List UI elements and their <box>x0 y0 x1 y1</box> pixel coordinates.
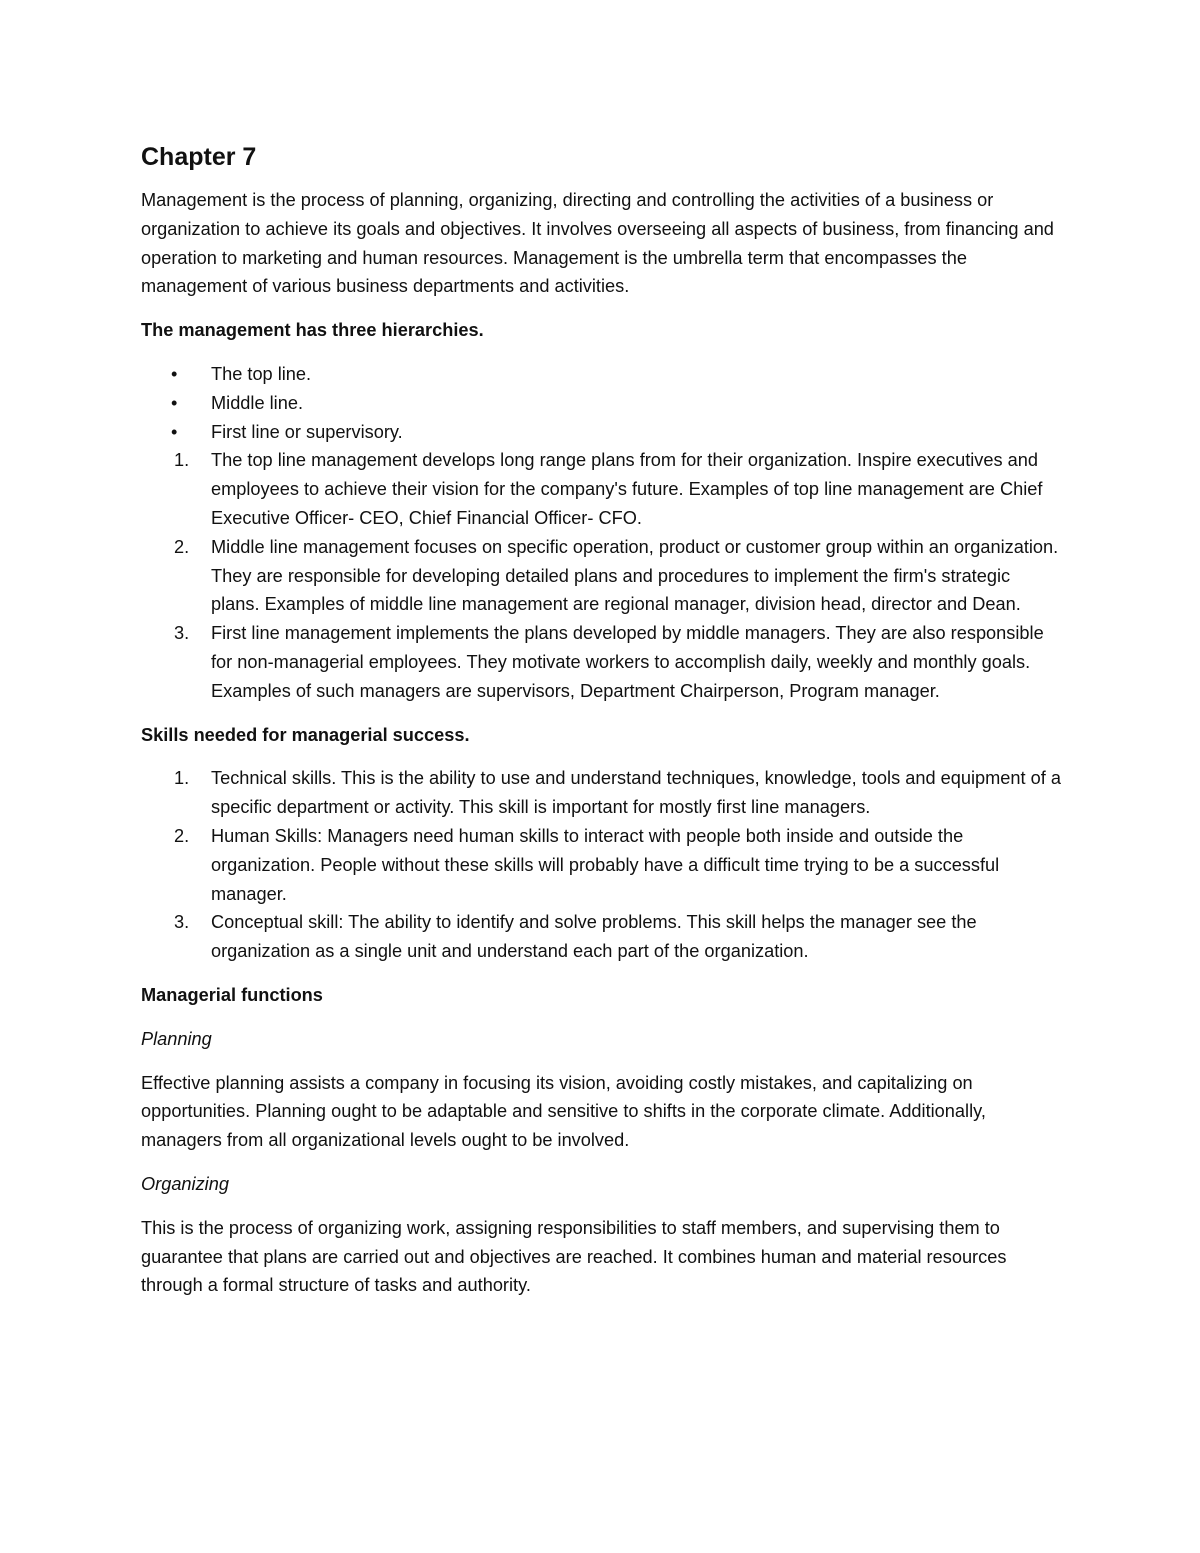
list-item <box>141 908 1061 966</box>
list-number: 3. <box>174 623 190 644</box>
list-number: 2. <box>174 536 190 557</box>
list-item-text: Human Skills: Managers need human skills to interact with people both inside and outside the organization. People without these skills will probably have a difficult time trying to be a successful manager. <box>211 825 1000 904</box>
hierarchies-bullet-list <box>141 360 1061 446</box>
list-item-text: Conceptual skill: The ability to identify and solve problems. This skill helps the manager see the organization as a single unit and understand each part of the organization. <box>211 912 977 962</box>
bullet-icon: • <box>171 421 178 442</box>
planning-paragraph: Effective planning assists a company in focusing its vision, avoiding costly mistakes, and capitalizing on opportunities. Planning ought to be adaptable and sensitive to shifts in the corporate climate. Additionally, managers from all organizational levels ought to be involved. <box>141 1072 986 1151</box>
organizing-subheading: Organizing <box>141 1173 229 1194</box>
bullet-icon: • <box>171 363 178 384</box>
chapter-title: Chapter 7 <box>141 143 257 171</box>
functions-heading: Managerial functions <box>141 984 323 1005</box>
document-page <box>141 140 1061 1315</box>
skills-numbered-list <box>141 764 1061 966</box>
list-item <box>141 533 1061 619</box>
intro-paragraph: Management is the process of planning, organizing, directing and controlling the activities of a business or organization to achieve its goals and objectives. It involves overseeing all aspects of business, from financing and operation to marketing and human resources. Management is the umbrella term that encompasses the management of various business departments and activities. <box>141 190 1054 297</box>
list-item <box>141 822 1061 908</box>
list-item <box>141 446 1061 532</box>
list-number: 2. <box>174 825 190 846</box>
list-item <box>141 619 1061 705</box>
list-number: 1. <box>174 450 190 471</box>
planning-subheading: Planning <box>141 1028 212 1049</box>
list-item <box>141 389 1061 418</box>
list-item-text: Middle line management focuses on specific operation, product or customer group within an organization. They are responsible for developing detailed plans and procedures to implement the firm's strategic plans. Examples of middle line management are regional manager, division head, director and Dean. <box>211 536 1059 615</box>
list-item-text: Middle line. <box>211 392 303 413</box>
list-item-text: The top line management develops long range plans from for their organization. Inspire executives and employees to achieve their vision for the company's future. Examples of top line management are Chief Executive Officer- CEO, Chief Financial Officer- CFO. <box>211 450 1043 528</box>
list-item-text: Technical skills. This is the ability to use and understand techniques, knowledge, tools and equipment of a specific department or activity. This skill is important for mostly first line managers. <box>211 768 1061 818</box>
skills-heading: Skills needed for managerial success. <box>141 724 470 745</box>
bullet-icon: • <box>171 392 178 413</box>
list-item-text: First line management implements the plans developed by middle managers. They are also responsible for non-managerial employees. They motivate workers to accomplish daily, weekly and monthly goals. Examples of such managers are supervisors, Department Chairperson, Program manager. <box>211 623 1044 701</box>
list-item-text: First line or supervisory. <box>211 421 403 442</box>
list-item <box>141 418 1061 447</box>
hierarchies-numbered-list <box>141 446 1061 705</box>
list-item <box>141 360 1061 389</box>
list-number: 1. <box>174 768 190 789</box>
organizing-paragraph: This is the process of organizing work, assigning responsibilities to staff members, and supervising them to guarantee that plans are carried out and objectives are reached. It combines human and material resources through a formal structure of tasks and authority. <box>141 1217 1007 1296</box>
list-item-text: The top line. <box>211 363 312 384</box>
list-number: 3. <box>174 912 190 933</box>
list-item <box>141 764 1061 822</box>
hierarchies-heading: The management has three hierarchies. <box>141 320 484 341</box>
